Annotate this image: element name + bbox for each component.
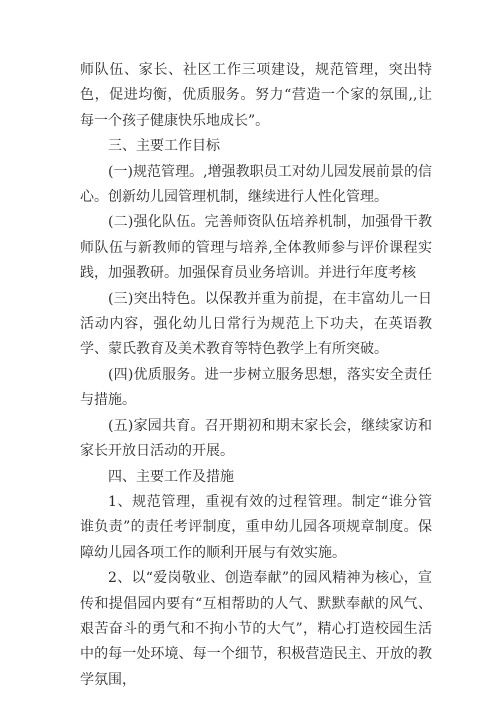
goal-strengthen-team: (二)强化队伍。完善师资队伍培养机制，加强骨干教师队伍与新教师的管理与培养,全体教师参与评价课程实践，加强教研。加强保育员业务培训。并进行年度考核 xyxy=(80,214,432,282)
measure-2: 2、以“爱岗敬业、创造奉献”的园风精神为核心，宣传和提倡园内要有“互相帮助的人气、默默奉献的风气、艰苦奋斗的勇气和不拘小节的大气”，精心打造校园生活中的每一处环境、每一个细节，积极营造民主、开放的教学氛围， xyxy=(80,570,432,688)
goal-standardize-management: (一)规范管理。,增强教职员工对幼儿园发展前景的信心。创新幼儿园管理机制，继续进行人性化管理。 xyxy=(80,163,432,206)
goal-quality-service: (四)优质服务。进一步树立服务思想，落实安全责任与措施。 xyxy=(80,366,432,409)
document-body xyxy=(80,58,432,693)
measure-1: 1、规范管理，重视有效的过程管理。制定“谁分管谁负责”的责任考评制度，重申幼儿园各项规章制度。保障幼儿园各项工作的顺利开展与有效实施。 xyxy=(80,493,432,561)
goal-home-school-cooperation: (五)家园共育。召开期初和期末家长会，继续家访和家长开放日活动的开展。 xyxy=(80,417,432,460)
paragraph-continuation: 师队伍、家长、社区工作三项建设，规范管理，突出特色，促进均衡，优质服务。努力“营造一个家的氛围,,让每一个孩子健康快乐地成长”。 xyxy=(80,62,432,129)
goal-highlight-features: (三)突出特色。以保教并重为前提，在丰富幼儿一日活动内容，强化幼儿日常行为规范上下功夫，在英语教学、蒙氏教育及美术教育等特色教学上有所突破。 xyxy=(80,290,432,358)
section-heading-measures: 四、主要工作及措施 xyxy=(108,468,234,485)
section-heading-goals: 三、主要工作目标 xyxy=(108,138,220,155)
